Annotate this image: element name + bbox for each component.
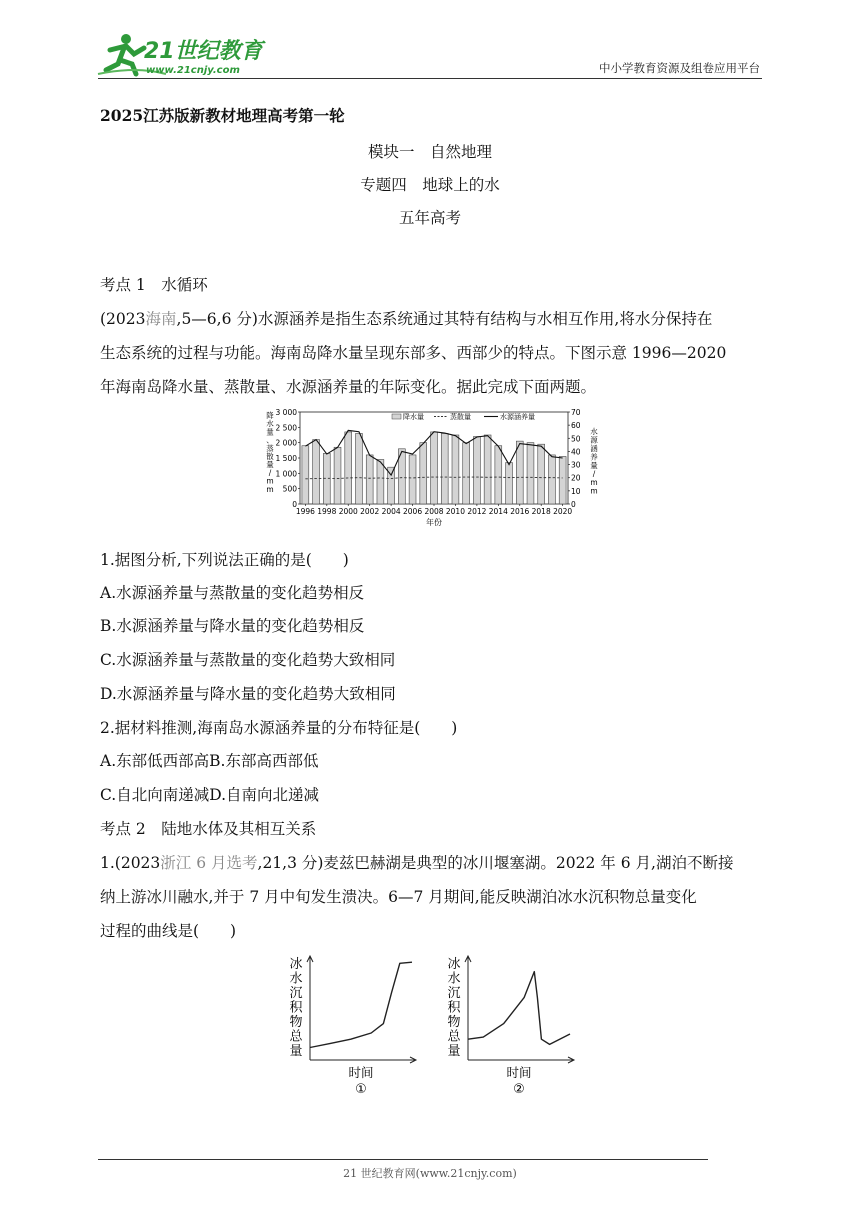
footer-divider [98, 1159, 708, 1160]
right-tick-label: 40 [571, 447, 581, 457]
left-tick-label: 0 [292, 500, 297, 509]
precip-bar [409, 455, 416, 504]
curve-ylabel-char: 冰 [447, 957, 461, 972]
legend-bar-swatch [392, 414, 401, 419]
curve-ylabel-char: 物 [289, 1015, 303, 1030]
x-tick-label: 2018 [531, 507, 551, 516]
q1-option-a: A.水源涵养量与蒸散量的变化趋势相反 [100, 584, 365, 602]
left-axis-label-char: / [268, 468, 272, 478]
x-tick-label: 2008 [424, 507, 444, 516]
q2-options-line2: C.自北向南递减D.自南向北递减 [100, 786, 320, 804]
q1-rest: ,21,3 分)麦兹巴赫湖是典型的冰川堰塞湖。2022 年 6 月,湖泊不断接 [257, 854, 734, 872]
module-title: 模块一 自然地理 [367, 143, 492, 161]
precip-bar [495, 446, 502, 504]
precipitation-chart [262, 404, 602, 530]
logo-url: www.21cnjy.com [146, 65, 240, 76]
x-tick-label: 2016 [510, 507, 530, 516]
precip-bar [377, 460, 384, 504]
curve-chart-2 [442, 948, 582, 1098]
header-tagline: 中小学教育资源及组卷应用平台 [599, 61, 760, 75]
curve-chart-1 [284, 948, 424, 1098]
left-axis-label-char: 降 [266, 411, 274, 420]
right-tick-label: 30 [571, 460, 581, 470]
left-axis-label-char: 散 [266, 452, 274, 461]
precip-bar [431, 432, 438, 504]
curve-number-label: ② [513, 1082, 525, 1097]
q1-source: 浙江 6 月选考 [160, 854, 258, 872]
right-tick-label: 20 [571, 473, 581, 483]
curve-ylabel-char: 积 [289, 1000, 303, 1016]
legend-precip: 降水量 [403, 413, 424, 421]
x-tick-label: 2012 [467, 507, 487, 516]
left-tick-label: 3 000 [275, 408, 297, 417]
right-axis-label-char: / [592, 469, 596, 479]
q1-option-d: D.水源涵养量与降水量的变化趋势大致相同 [100, 685, 396, 703]
precip-bar [334, 447, 341, 504]
curve-ylabel-char: 总 [289, 1029, 303, 1045]
precip-bar [356, 433, 363, 504]
curve-ylabel-char: 沉 [289, 986, 303, 1001]
point1-intro-line1 [100, 307, 712, 329]
right-axis-label-char: 涵 [590, 444, 598, 453]
precip-bar [366, 455, 373, 504]
left-axis-label-char: 量 [266, 427, 274, 437]
legend-cons: 水源涵养量 [500, 413, 535, 421]
point1-intro-line3: 年海南岛降水量、蒸散量、水源涵养量的年际变化。据此完成下面两题。 [100, 378, 597, 396]
x-tick-label: 2010 [445, 507, 465, 516]
left-tick-label: 2 000 [275, 438, 297, 448]
left-axis-label-char: 量 [266, 460, 274, 470]
logo-text: 21世纪教育 [144, 39, 263, 64]
right-tick-label: 0 [571, 500, 576, 509]
curve-ylabel-char: 物 [447, 1015, 461, 1030]
left-tick-label: 1 500 [275, 454, 297, 463]
x-tick-label: 2004 [381, 507, 401, 516]
site-logo [96, 30, 266, 80]
precip-bar [538, 444, 545, 504]
q1-stem: 1.据图分析,下列说法正确的是( ) [100, 551, 349, 569]
section-title: 五年高考 [398, 209, 461, 227]
curve-ylabel-char: 冰 [289, 957, 303, 972]
right-tick-label: 50 [571, 434, 581, 444]
q1-option-b: B.水源涵养量与降水量的变化趋势相反 [100, 617, 365, 635]
intro-prefix: (2023 [100, 310, 146, 328]
curve-ylabel-char: 量 [447, 1044, 461, 1059]
precip-bar [302, 446, 309, 504]
precip-bar [463, 443, 470, 504]
right-tick-label: 70 [571, 408, 581, 417]
left-axis-label-char: 水 [266, 419, 274, 429]
x-tick-label: 2014 [488, 507, 508, 516]
precip-bar [516, 441, 523, 504]
q2-options-line1: A.东部低西部高B.东部高西部低 [100, 752, 319, 770]
right-axis-label-char: 水 [590, 427, 598, 436]
x-tick-label: 2000 [338, 507, 358, 516]
left-axis-label-char: 蒸 [266, 443, 274, 453]
curve-line [310, 962, 412, 1047]
doc-title: 2025江苏版新教材地理高考第一轮 [100, 106, 345, 125]
precip-bar [527, 443, 534, 504]
right-axis-label-char: 量 [590, 461, 598, 470]
precip-bar [484, 435, 491, 504]
curve-ylabel-char: 量 [289, 1044, 303, 1059]
precip-bar [441, 433, 448, 504]
x-tick-label: 2002 [360, 507, 380, 516]
curve-ylabel-char: 沉 [447, 986, 461, 1001]
x-axis-label: 年份 [426, 518, 442, 527]
precip-bar [548, 455, 555, 504]
left-tick-label: 2 500 [275, 423, 297, 433]
right-axis-label-char: m [590, 486, 598, 496]
left-axis-label-char: m [266, 476, 274, 486]
x-tick-label: 1996 [295, 507, 315, 516]
curve-ylabel-char: 水 [447, 971, 461, 987]
q1-prefix: 1.(2023 [100, 854, 161, 872]
right-axis-label-char: m [590, 478, 598, 487]
curve-ylabel-char: 积 [447, 1000, 461, 1016]
curve-ylabel-char: 总 [447, 1029, 461, 1045]
x-tick-label: 2020 [553, 507, 573, 516]
intro-rest: ,5—6,6 分)水源涵养是指生态系统通过其特有结构与水相互作用,将水分保持在 [176, 310, 713, 328]
x-tick-label: 1998 [317, 507, 337, 516]
precip-bar [313, 440, 320, 504]
curve-number-label: ① [355, 1082, 367, 1097]
intro-source: 海南 [145, 310, 177, 328]
precip-bar [559, 456, 566, 504]
curve-line [468, 972, 570, 1045]
header-divider [98, 78, 762, 79]
q1-option-c: C.水源涵养量与蒸散量的变化趋势大致相同 [100, 651, 396, 669]
left-axis-label-char: m [266, 484, 274, 494]
right-axis-label-char: 养 [590, 452, 598, 462]
legend-evap: 蒸散量 [450, 413, 471, 421]
right-axis-label-char: 源 [590, 435, 598, 445]
point2-q1-line2: 纳上游冰川融水,并于 7 月中旬发生溃决。6—7 月期间,能反映湖泊冰水沉积物总量变化 [100, 888, 697, 906]
left-tick-label: 1 000 [275, 469, 297, 479]
curve-ylabel-char: 水 [289, 971, 303, 987]
precip-bar [473, 437, 480, 504]
left-tick-label: 500 [282, 484, 297, 494]
precip-bar [452, 435, 459, 504]
point2-heading: 考点 2 陆地水体及其相互关系 [100, 820, 317, 838]
x-tick-label: 2006 [403, 507, 423, 516]
point2-q1-line1 [100, 851, 733, 873]
point1-heading: 考点 1 水循环 [100, 276, 208, 294]
point1-intro-line2: 生态系统的过程与功能。海南岛降水量呈现东部多、西部少的特点。下图示意 1996—2020 [100, 344, 727, 362]
left-axis-label-char: 、 [266, 435, 274, 445]
precip-bar [345, 432, 352, 504]
right-tick-label: 10 [571, 486, 581, 496]
right-tick-label: 60 [571, 421, 581, 431]
topic-title: 专题四 地球上的水 [360, 176, 500, 194]
precip-bar [506, 463, 513, 504]
precip-bar [420, 443, 427, 504]
curve-xlabel: 时间 [348, 1065, 374, 1080]
footer-text: 21 世纪教育网(www.21cnjy.com) [343, 1167, 517, 1180]
q2-stem: 2.据材料推测,海南岛水源涵养量的分布特征是( ) [100, 719, 458, 737]
point2-q1-line3: 过程的曲线是( ) [100, 922, 237, 940]
curve-xlabel: 时间 [506, 1065, 532, 1080]
